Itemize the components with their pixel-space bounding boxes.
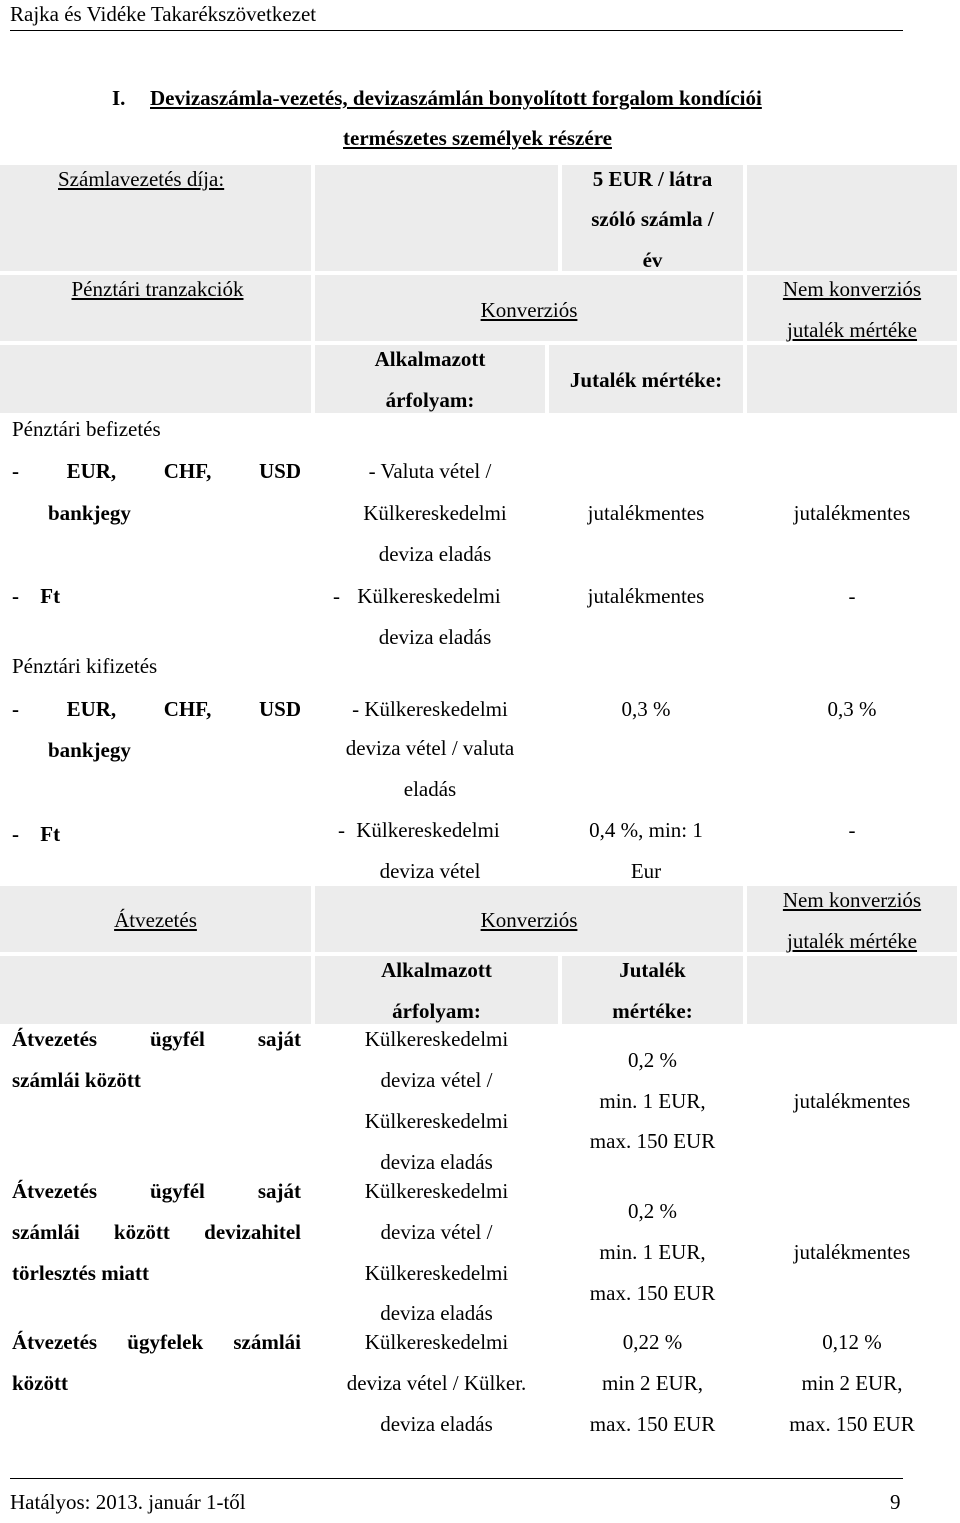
dep-row2-fee: jutalékmentes (587, 584, 705, 608)
dep-row2-rate-1: - Külkereskedelmi (333, 584, 501, 608)
tr-row1-rate-4: deviza eladás (380, 1150, 493, 1174)
page-title: Devizaszámla-vezetés, devizaszámlán bonyolított forgalom kondíciói (150, 86, 762, 110)
wd-row2-nonconv: - (848, 818, 856, 842)
dep-row1-rate-1: - Valuta vétel / (368, 459, 492, 483)
tr-row2-rate-3: Külkereskedelmi (364, 1261, 509, 1285)
transfer-fee-header-1: Jutalék (619, 958, 686, 982)
section-number: I. (112, 86, 126, 110)
tr-row1-left-2: számlái között (12, 1068, 141, 1092)
tr-row2-fee-1: 0,2 % (628, 1199, 677, 1223)
tr-row3-rate-1: Külkereskedelmi (364, 1330, 509, 1354)
tr-row2-left-2: számlái között devizahitel (12, 1220, 301, 1244)
wd-row1-left-2: bankjegy (48, 738, 131, 762)
tr-row2-left-1: Átvezetés ügyfél saját (12, 1179, 301, 1203)
tr-row3-rate-2: deviza vétel / Külker. (346, 1371, 527, 1395)
tr-row1-fee-3: max. 150 EUR (589, 1129, 716, 1153)
dep-row2-nonconv: - (848, 584, 856, 608)
tr-row3-fee-1: 0,22 % (622, 1330, 683, 1354)
dep-row1-fee: jutalékmentes (587, 501, 705, 525)
account-fee-value-3: év (642, 248, 663, 272)
tr-row3-nonconv-2: min 2 EUR, (801, 1371, 903, 1395)
dep-row1-left-2: bankjegy (48, 501, 131, 525)
tr-row2-rate-4: deviza eladás (380, 1301, 493, 1325)
wd-row2-fee-1: 0,4 %, min: 1 (589, 818, 703, 842)
wd-row1-fee: 0,3 % (621, 697, 671, 721)
tr-row3-left-2: között (12, 1371, 68, 1395)
account-fee-value-2: szóló számla / (591, 207, 714, 231)
tr-row1-fee-2: min. 1 EUR, (599, 1089, 706, 1113)
account-fee-label: Számlavezetés díja: (58, 167, 225, 191)
wd-row2-rate-1: - Külkereskedelmi (338, 818, 500, 842)
tr-row1-rate-3: Külkereskedelmi (364, 1109, 509, 1133)
wd-row1-rate-1: - Külkereskedelmi (352, 697, 508, 721)
dep-row1-rate-2: Külkereskedelmi (363, 501, 507, 525)
page-header (10, 2, 903, 31)
tr-row2-rate-2: deviza vétel / (380, 1220, 493, 1244)
wd-row1-rate-3: eladás (403, 777, 457, 801)
cash-fee-header: Jutalék mértéke: (569, 368, 723, 392)
wd-row1-left-1: - EUR, CHF, USD (12, 697, 301, 721)
shade-cash-empty-left (0, 345, 311, 413)
tr-row2-left-3: törlesztés miatt (12, 1261, 150, 1285)
wd-row1-nonconv: 0,3 % (827, 697, 877, 721)
dep-row2-rate-2: deviza eladás (378, 625, 492, 649)
wd-row2-left: - Ft (12, 822, 61, 846)
tr-row3-rate-3: deviza eladás (380, 1412, 493, 1436)
tr-row3-fee-3: max. 150 EUR (589, 1412, 716, 1436)
cash-withdraw-label: Pénztári kifizetés (12, 654, 158, 678)
tr-row2-nonconv: jutalékmentes (793, 1240, 911, 1264)
tr-row3-nonconv-3: max. 150 EUR (789, 1412, 915, 1436)
transfer-conv-header: Konverziós (480, 908, 578, 932)
transfer-section-label: Átvezetés (114, 908, 197, 932)
transfer-rate-header-1: Alkalmazott (381, 958, 492, 982)
page-subtitle: természetes személyek részére (343, 126, 612, 150)
transfer-fee-header-2: mértéke: (612, 999, 693, 1023)
shade-fee-right (747, 165, 957, 271)
wd-row2-rate-2: deviza vétel (379, 859, 481, 883)
tr-row1-nonconv: jutalékmentes (793, 1089, 911, 1113)
tr-row3-left-1: Átvezetés ügyfelek számlái (12, 1330, 301, 1354)
org-name: Rajka és Vidéke Takarékszövetkezet (10, 2, 317, 26)
cash-nonconv-header-1: Nem konverziós (782, 277, 922, 301)
wd-row1-rate-2: deviza vétel / valuta (345, 736, 515, 760)
shade-transfer-empty-right (747, 956, 957, 1024)
cash-rate-header-2: árfolyam: (385, 388, 475, 412)
cash-section-label: Pénztári tranzakciók (71, 277, 244, 301)
shade-fee-empty (315, 165, 558, 271)
transfer-nonconv-header-2: jutalék mértéke (786, 929, 918, 953)
dep-row2-left: - Ft (12, 584, 61, 608)
tr-row1-rate-1: Külkereskedelmi (364, 1027, 509, 1051)
cash-conv-header: Konverziós (480, 298, 578, 322)
dep-row1-nonconv: jutalékmentes (793, 501, 911, 525)
dep-row1-left-1: - EUR, CHF, USD (12, 459, 301, 483)
tr-row1-rate-2: deviza vétel / (380, 1068, 493, 1092)
shade-cash-empty-right (747, 345, 957, 413)
shade-transfer-empty-left (0, 956, 311, 1024)
footer-effective-date: Hatályos: 2013. január 1-től (10, 1490, 246, 1514)
dep-row1-rate-3: deviza eladás (378, 542, 492, 566)
account-fee-value-1: 5 EUR / látra (592, 167, 713, 191)
tr-row1-left-1: Átvezetés ügyfél saját (12, 1027, 301, 1051)
tr-row2-rate-1: Külkereskedelmi (364, 1179, 509, 1203)
tr-row3-nonconv-1: 0,12 % (822, 1330, 882, 1354)
tr-row2-fee-2: min. 1 EUR, (599, 1240, 706, 1264)
cash-rate-header-1: Alkalmazott (374, 347, 486, 371)
footer-page-number: 9 (890, 1490, 901, 1514)
tr-row1-fee-1: 0,2 % (628, 1048, 677, 1072)
transfer-nonconv-header-1: Nem konverziós (782, 888, 922, 912)
tr-row3-fee-2: min 2 EUR, (602, 1371, 703, 1395)
cash-deposit-label: Pénztári befizetés (12, 417, 161, 441)
footer-divider (10, 1478, 903, 1479)
tr-row2-fee-3: max. 150 EUR (589, 1281, 716, 1305)
wd-row2-fee-2: Eur (630, 859, 662, 883)
transfer-rate-header-2: árfolyam: (392, 999, 481, 1023)
cash-nonconv-header-2: jutalék mértéke (786, 318, 918, 342)
